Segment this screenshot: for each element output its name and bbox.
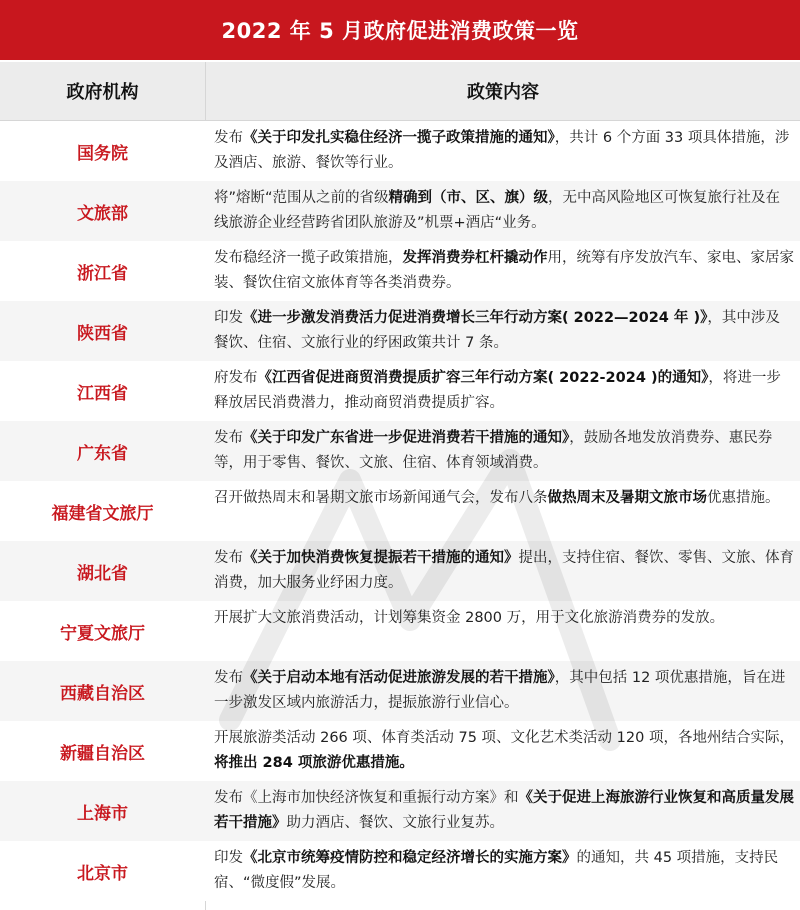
policy-content-cell <box>214 486 794 538</box>
policy-highlight-text: 《进一步激发消费活力促进消费增长三年行动方案( 2022—2024 年 )》 <box>243 310 708 326</box>
agency-cell: 江西省 <box>77 383 128 404</box>
policy-text: 印发 <box>214 850 243 866</box>
policy-highlight-text: 发挥消费券杠杆撬动作 <box>402 250 548 266</box>
policy-content-cell <box>214 786 794 838</box>
policy-content-cell <box>214 306 794 358</box>
agency-cell: 湖北省 <box>77 563 128 584</box>
policy-text: 发布 <box>214 550 243 566</box>
table-row <box>0 601 800 661</box>
policy-text: ，共计 6 个方面 33 项具体措施，涉及酒店、旅游、餐饮等行业。 <box>214 130 790 171</box>
agency-cell: 上海市 <box>77 803 128 824</box>
policy-content-cell <box>214 426 794 478</box>
policy-text: 印发 <box>214 310 243 326</box>
agency-cell: 北京市 <box>77 863 128 884</box>
agency-cell: 宁夏文旅厅 <box>60 623 145 644</box>
agency-cell: 文旅部 <box>77 203 128 224</box>
header-content: 政策内容 <box>467 82 539 103</box>
policy-text: 将”熔断“范围从之前的省级 <box>214 190 389 206</box>
table-row <box>0 241 800 301</box>
policy-text: ，鼓励各地发放消费券、惠民券等，用于零售、餐饮、文旅、住宿、体育领域消费。 <box>214 430 773 471</box>
policy-content-cell <box>214 666 794 718</box>
policy-text: 发布 <box>214 430 243 446</box>
policy-table-body <box>0 121 800 901</box>
table-row <box>0 361 800 421</box>
policy-content-cell <box>214 846 794 898</box>
table-row <box>0 721 800 781</box>
policy-highlight-text: 《关于促进上海旅游行业恢复和高质量发展若干措施》 <box>214 790 794 831</box>
agency-cell: 西藏自治区 <box>60 683 145 704</box>
table-row <box>0 301 800 361</box>
table-header-row <box>0 62 800 121</box>
policy-text: 发布 <box>214 670 243 686</box>
policy-text: ，将进一步释放居民消费潜力，推动商贸消费提质扩容。 <box>214 370 781 411</box>
policy-text: 开展扩大文旅消费活动，计划筹集资金 2800 万，用于文化旅游消费券的发放。 <box>214 610 725 626</box>
table-row <box>0 661 800 721</box>
table-title: 2022 年 5 月政府促进消费政策一览 <box>0 0 800 60</box>
policy-content-cell <box>214 606 794 658</box>
policy-content-cell <box>214 726 794 778</box>
policy-highlight-text: 《关于印发扎实稳住经济一揽子政策措施的通知》 <box>243 130 555 146</box>
policy-highlight-text: 《关于加快消费恢复提振若干措施的通知》 <box>243 550 519 566</box>
policy-text: 发布稳经济一揽子政策措施， <box>214 250 403 266</box>
policy-content-cell <box>214 366 794 418</box>
agency-cell: 国务院 <box>77 143 128 164</box>
policy-highlight-text: 《关于印发广东省进一步促进消费若干措施的通知》 <box>243 430 570 446</box>
policy-text: 发布《上海市加快经济恢复和重振行动方案》和 <box>214 790 519 806</box>
policy-text: ，其中涉及餐饮、住宿、文旅行业的纾困政策共计 7 条。 <box>214 310 780 351</box>
agency-cell: 福建省文旅厅 <box>51 503 154 524</box>
policy-content-cell <box>214 126 794 178</box>
policy-text: 助力酒店、餐饮、文旅行业复苏。 <box>286 815 504 831</box>
policy-content-cell <box>214 246 794 298</box>
table-row <box>0 121 800 181</box>
header-agency: 政府机构 <box>66 82 139 103</box>
policy-text: 开展旅游类活动 266 项、体育类活动 75 项、文化艺术类活动 120 项，各地州结合实际， <box>214 730 794 746</box>
policy-text: 优惠措施。 <box>707 490 780 506</box>
policy-highlight-text: 做热周末及暑期文旅市场 <box>547 490 707 506</box>
policy-text: ，无中高风险地区可恢复旅行社及在线旅游企业经营跨省团队旅游及”机票+酒店“业务。 <box>214 190 781 231</box>
policy-highlight-text: 《关于启动本地有活动促进旅游发展的若干措施》 <box>243 670 555 686</box>
policy-text: 用，统筹有序发放汽车、家电、家居家装、餐饮住宿文旅体育等各类消费券。 <box>214 250 794 291</box>
agency-cell: 陕西省 <box>77 323 128 344</box>
policy-text: 的通知，共 45 项措施，支持民宿、“微度假”发展。 <box>214 850 779 891</box>
policy-text: 提出，支持住宿、餐饮、零售、文旅、体育消费，加大服务业纾困力度。 <box>214 550 794 591</box>
agency-cell: 广东省 <box>77 443 128 464</box>
policy-highlight-text: 《江西省促进商贸消费提质扩容三年行动方案( 2022-2024 )的通知》 <box>257 370 709 386</box>
policy-highlight-text: 将推出 284 项旅游优惠措施。 <box>214 755 414 771</box>
table-row <box>0 541 800 601</box>
policy-text: 召开做热周末和暑期文旅市场新闻通气会，发布八条 <box>214 490 548 506</box>
policy-highlight-text: 《北京市统筹疫情防控和稳定经济增长的实施方案》 <box>243 850 577 866</box>
policy-highlight-text: 精确到（市、区、旗）级 <box>388 190 549 206</box>
agency-cell: 新疆自治区 <box>60 743 145 764</box>
policy-text: 发布 <box>214 130 243 146</box>
table-row <box>0 841 800 901</box>
table-row <box>0 781 800 841</box>
policy-text: 府发布 <box>214 370 258 386</box>
table-row <box>0 421 800 481</box>
policy-content-cell <box>214 546 794 598</box>
table-row <box>0 481 800 541</box>
agency-cell: 浙江省 <box>77 263 128 284</box>
table-row <box>0 181 800 241</box>
policy-text: ，其中包括 12 项优惠措施，旨在进一步激发区域内旅游活力，提振旅游行业信心。 <box>214 670 786 711</box>
policy-content-cell <box>214 186 794 238</box>
